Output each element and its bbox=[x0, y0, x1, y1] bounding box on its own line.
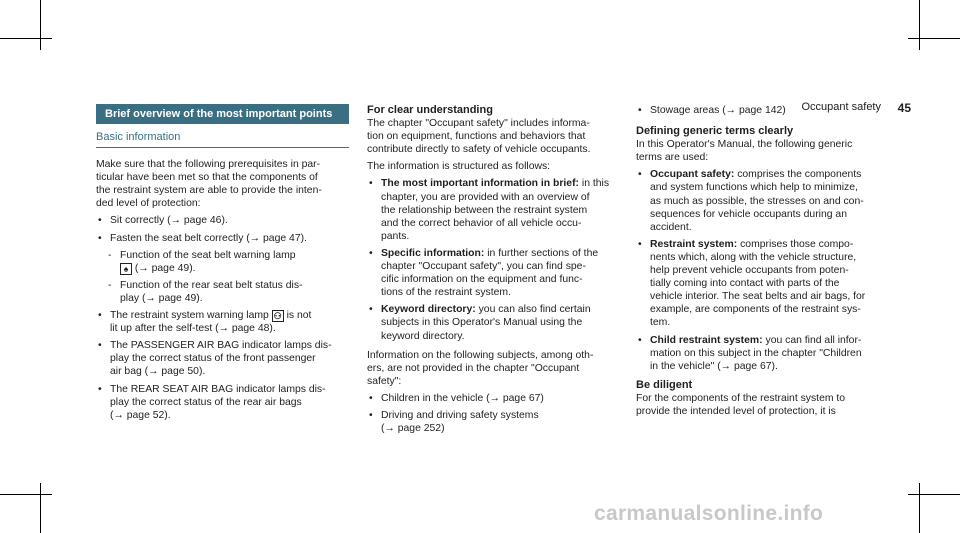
paragraph: The information is structured as follows: bbox=[367, 161, 551, 173]
list-item: • Sit correctly (→ page 46). bbox=[96, 214, 349, 227]
list-item: • Restraint system: comprises those compo- nents which, along with the vehicle structure, help prevent vehicle occupants from poten- tially coming into contact with parts of the vehicle interior. The seat belts and air bags, for example, are components of the restraint sys- tem. bbox=[636, 238, 906, 330]
watermark: carmanualsonline.info bbox=[594, 502, 824, 525]
list-item: - Function of the seat belt warning lamp bbox=[96, 249, 349, 262]
crop-mark bbox=[908, 494, 960, 495]
list-item: - Function of the rear seat belt status dis- play (→ page 49). bbox=[96, 279, 349, 305]
crop-mark bbox=[908, 38, 960, 39]
list-item: • The PASSENGER AIR BAG indicator lamps dis- play the correct status of the front passenger air bag (→ page 50). bbox=[96, 339, 349, 378]
left-column bbox=[96, 104, 349, 422]
list-item: • The most important information in brief: in this chapter, you are provided with an overview of the relationship between the restraint system and the correct behavior of all vehicle occu- pants. bbox=[367, 177, 625, 242]
right-column bbox=[636, 104, 906, 418]
paragraph: The chapter "Occupant safety" includes informa- tion on equipment, functions and behaviors that contribute directly to safety of vehicle occupants. bbox=[367, 118, 591, 156]
list-item: ♠ (→ page 49). bbox=[96, 262, 349, 275]
list-item: • Children in the vehicle (→ page 67) bbox=[367, 392, 625, 405]
list-item: • Specific information: in further sections of the chapter "Occupant safety", you can find spe- cific information on the equipment and func- tions of the restraint system. bbox=[367, 247, 625, 299]
page-number: 45 bbox=[897, 101, 911, 115]
crop-mark bbox=[0, 38, 52, 39]
list-item: • The restraint system warning lamp ⚇ is not lit up after the self-test (→ page 48). bbox=[96, 309, 349, 335]
intro-paragraph: Make sure that the following prerequisites in par- ticular have been met so that the components of the restraint system are able to provide the inten- ded level of protection: bbox=[96, 159, 322, 210]
middle-column bbox=[367, 104, 625, 435]
heading: Defining generic terms clearly bbox=[636, 125, 794, 138]
list-item: • The REAR SEAT AIR BAG indicator lamps dis- play the correct status of the rear air bags (→ page 52). bbox=[96, 383, 349, 422]
crop-mark bbox=[40, 0, 41, 50]
list-item: • Fasten the seat belt correctly (→ page 47). bbox=[96, 232, 349, 245]
crop-mark bbox=[40, 483, 41, 533]
heading: Be diligent bbox=[636, 378, 693, 391]
list-item: • Driving and driving safety systems (→ page 252) bbox=[367, 409, 625, 435]
airbag-warning-icon: ⚇ bbox=[273, 311, 282, 322]
crop-mark bbox=[0, 494, 52, 495]
subheading: Basic information bbox=[96, 131, 349, 148]
section-heading: Brief overview of the most important points bbox=[96, 104, 349, 124]
heading: For clear understanding bbox=[367, 104, 493, 116]
list-item: • Occupant safety: comprises the components and system functions which help to minimize, as much as possible, the stresses on and con- sequences for vehicle occupants during an accident. bbox=[636, 168, 906, 233]
list-item: • Stowage areas (→ page 142) bbox=[636, 104, 906, 117]
list-item: • Keyword directory: you can also find certain subjects in this Operator's Manual using the keyword directory. bbox=[367, 303, 625, 342]
paragraph: Information on the following subjects, among oth- ers, are not provided in the chapter "Occupant safety": bbox=[367, 349, 594, 387]
crop-mark bbox=[919, 0, 920, 50]
seat-belt-warning-icon: ♠ bbox=[120, 263, 132, 275]
paragraph: For the components of the restraint system to provide the intended level of protection, it is bbox=[636, 392, 846, 417]
section-title: Occupant safety bbox=[801, 101, 881, 113]
paragraph: In this Operator's Manual, the following generic terms are used: bbox=[636, 139, 853, 164]
crop-mark bbox=[919, 483, 920, 533]
list-item: • Child restraint system: you can find all infor- mation on this subject in the chapter "Children in the vehicle" (→ page 67). bbox=[636, 334, 906, 373]
